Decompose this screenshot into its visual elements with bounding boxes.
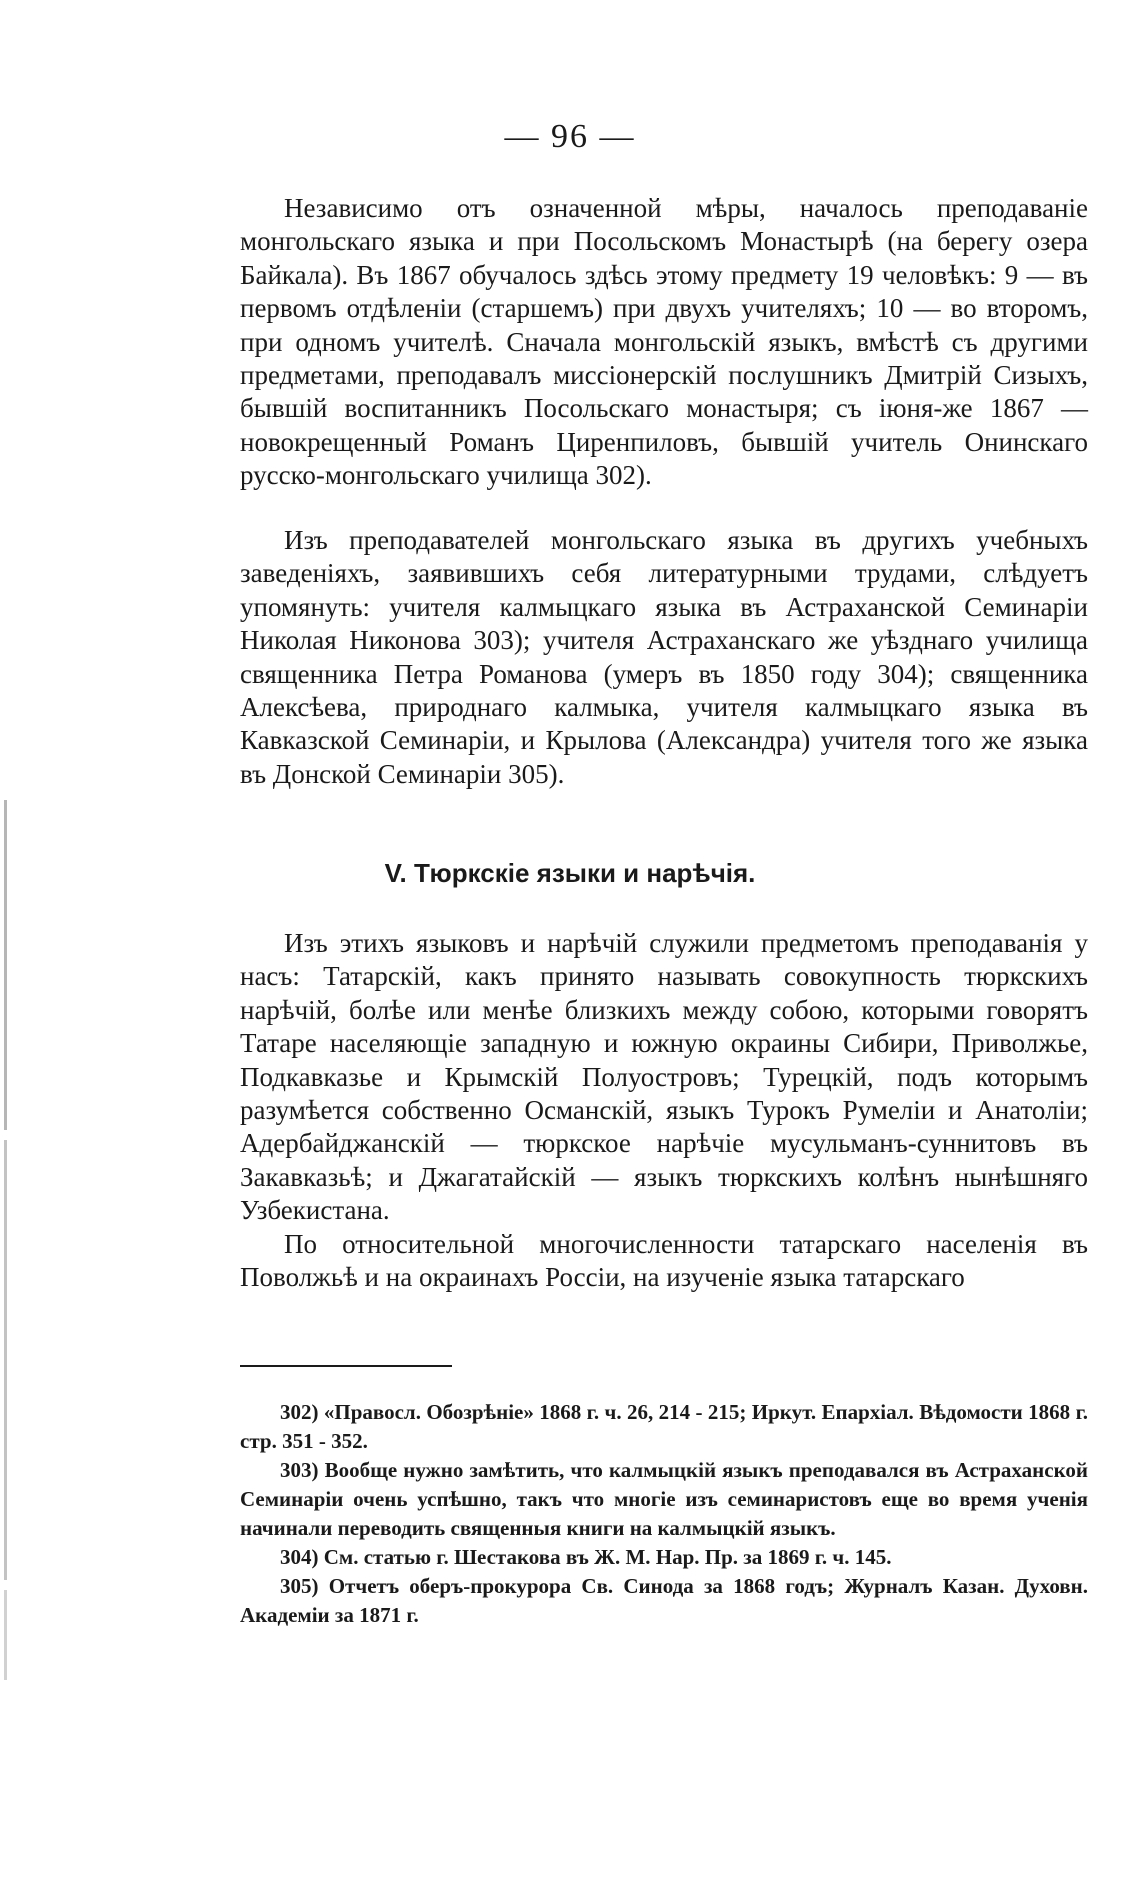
section-heading: V. Тюркскіе языки и нарѣчія. — [384, 858, 756, 888]
scan-edge-mark — [4, 1140, 7, 1580]
main-text-upper-2 — [240, 524, 1088, 791]
paragraph: По относительной многочисленности татарскаго населенія въ Поволжьѣ и на окраинахъ Россіи, на изученіе языка татарскаго — [240, 1228, 1088, 1293]
paragraph: Независимо отъ означенной мѣры, началось преподаваніе монгольскаго языка и при Посольскомъ Монастырѣ (на берегу озера Байкала). Въ 1867 обучалось здѣсь этому предмету 19 человѣкъ: 9 — въ первомъ отдѣленіи (старшемъ) при двухъ учителяхъ; 10 — во второмъ, при одномъ учителѣ. Сначала монгольскій языкъ, вмѣстѣ съ другими предметами, преподавалъ миссіонерскій послушникъ Дмитрій Сизыхъ, бывшій воспитанникъ Посольскаго монастыря; съ іюня-же 1867 — новокрещенный Романъ Циренпиловъ, бывшій учитель Онинскаго русско-монгольскаго училища 302). — [240, 193, 1088, 491]
scan-edge-mark — [4, 1590, 7, 1680]
footnote: 303) Вообще нужно замѣтить, что калмыцкій языкъ преподавался въ Астраханской Семинаріи очень успѣшно, такъ что многіе изъ семинаристовъ еще во время ученія начинали переводить священныя книги на калмыцкій языкъ. — [240, 1458, 1088, 1540]
footnote: 302) «Правосл. Обозрѣніе» 1868 г. ч. 26, 214 - 215; Иркут. Епархіал. Вѣдомости 1868 г. стр. 351 - 352. — [240, 1400, 1088, 1453]
footnote: 304) См. статью г. Шестакова въ Ж. М. Нар. Пр. за 1869 г. ч. 145. — [280, 1545, 892, 1569]
footnote: 305) Отчетъ оберъ-прокурора Св. Синода за 1868 годъ; Журналъ Казан. Духовн. Академіи за 1871 г. — [240, 1574, 1088, 1627]
paragraph: Изъ преподавателей монгольскаго языка въ другихъ учебныхъ заведеніяхъ, заявившихъ себя литературными трудами, слѣдуетъ упомянуть: учителя калмыцкаго языка въ Астраханской Семинаріи Николая Никонова 303); учителя Астраханскаго же уѣзднаго училища священника Петра Романова (умеръ въ 1850 году 304); священника Алексѣева, природнаго калмыка, учителя калмыцкаго языка въ Кавказской Семинаріи, и Крылова (Александра) учителя того же языка въ Донской Семинаріи 305). — [240, 525, 1088, 789]
main-text-upper — [240, 192, 1088, 493]
page-number: — 96 — — [504, 118, 636, 155]
footnote-separator — [240, 1365, 452, 1367]
paragraph: Изъ этихъ языковъ и нарѣчій служили предметомъ преподаванія у насъ: Татарскій, какъ принято называть совокупность тюркскихъ нарѣчій, болѣе или менѣе близкихъ между собою, которыми говорятъ Татаре населяющіе западную и южную окраины Сибири, Приволжье, Подкавказье и Крымскій Полуостровъ; Турецкій, подъ которымъ разумѣется собственно Османскій, языкъ Турокъ Румеліи и Анатоліи; Адербайджанскій — тюркское нарѣчіе мусульманъ-суннитовъ въ Закавказьѣ; и Джагатайскій — языкъ тюркскихъ колѣнъ нынѣшняго Узбекистана. — [240, 928, 1088, 1226]
main-text-lower — [240, 927, 1088, 1294]
scan-edge-mark — [4, 800, 7, 1130]
footnotes — [240, 1398, 1088, 1630]
